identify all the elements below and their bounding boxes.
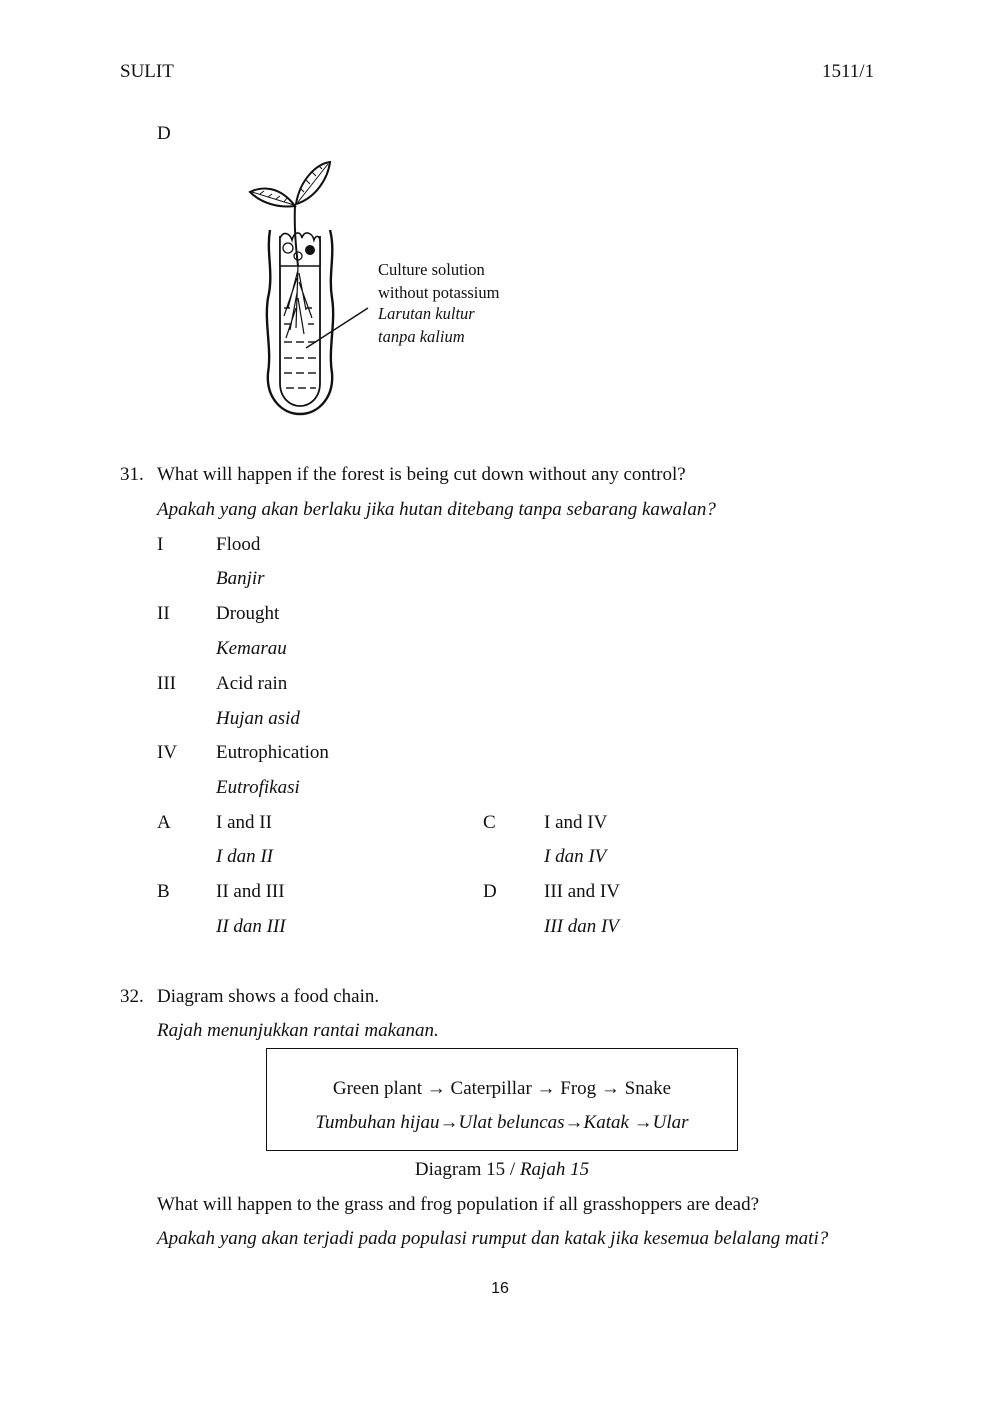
q31-option-c-ms: I dan IV [544, 846, 607, 867]
food-chain-ms: Tumbuhan hijau→Ulat beluncas→Katak →Ular [315, 1112, 689, 1133]
q31-option-d-letter[interactable]: D [483, 881, 497, 902]
label-pointer-line [306, 308, 368, 348]
diagram-label-line1: Culture solution [378, 260, 485, 279]
q31-item-ms: Hujan asid [216, 708, 300, 729]
q31-option-b-en[interactable]: II and III [216, 881, 285, 902]
q32-intro-ms: Rajah menunjukkan rantai makanan. [157, 1020, 439, 1041]
q31-option-a-ms: I dan II [216, 846, 273, 867]
q31-item-roman: II [157, 603, 170, 624]
q31-number: 31. [120, 464, 144, 485]
q31-item-roman: IV [157, 742, 178, 763]
food-chain-box [266, 1048, 738, 1151]
q31-item-roman: III [157, 673, 176, 694]
q31-option-b-ms: II dan III [216, 916, 286, 937]
q31-option-d-en[interactable]: III and IV [544, 881, 620, 902]
page-number: 16 [491, 1280, 509, 1297]
header-left: SULIT [120, 61, 174, 82]
seedling-roots [284, 266, 312, 338]
q31-question-ms: Apakah yang akan berlaku jika hutan ditebang tanpa sebarang kawalan? [157, 499, 716, 520]
q31-item-en: Drought [216, 603, 280, 624]
q32-question-ms: Apakah yang akan terjadi pada populasi rumput dan katak jika kesemua belalang mati? [157, 1228, 829, 1249]
diagram-label-line3: Larutan kultur [378, 304, 475, 323]
diagram-label-line2: without potassium [378, 283, 500, 302]
q31-question-en: What will happen if the forest is being cut down without any control? [157, 464, 686, 485]
left-leaf [250, 189, 295, 207]
q31-option-a-letter[interactable]: A [157, 812, 171, 833]
q31-option-a-en[interactable]: I and II [216, 812, 272, 833]
q31-item-en: Flood [216, 534, 261, 555]
q31-option-c-en[interactable]: I and IV [544, 812, 608, 833]
header-right: 1511/1 [822, 61, 875, 82]
culture-solution-dashes [284, 308, 316, 388]
q31-option-b-letter[interactable]: B [157, 881, 170, 902]
diagram-caption-en: Diagram 15 / [414, 1159, 520, 1180]
diagram-label-line4: tanpa kalium [378, 327, 465, 346]
food-chain-en: Green plant → Caterpillar → Frog → Snake [332, 1078, 672, 1099]
q31-option-c-letter[interactable]: C [483, 812, 496, 833]
prev-option-letter: D [157, 123, 171, 144]
q31-option-d-ms: III dan IV [544, 916, 619, 937]
q31-item-ms: Kemarau [216, 638, 287, 659]
diagram-caption-ms: Rajah 15 [519, 1159, 590, 1180]
q31-item-en: Acid rain [216, 673, 288, 694]
q32-question-en: What will happen to the grass and frog population if all grasshoppers are dead? [157, 1194, 760, 1215]
q32-intro-en: Diagram shows a food chain. [157, 986, 380, 1007]
diagram-caption [266, 1160, 738, 1179]
q31-item-ms: Banjir [216, 568, 265, 589]
q31-item-en: Eutrophication [216, 742, 329, 763]
q31-item-roman: I [157, 534, 164, 555]
q31-item-ms: Eutrofikasi [216, 777, 300, 798]
q32-number: 32. [120, 986, 144, 1007]
